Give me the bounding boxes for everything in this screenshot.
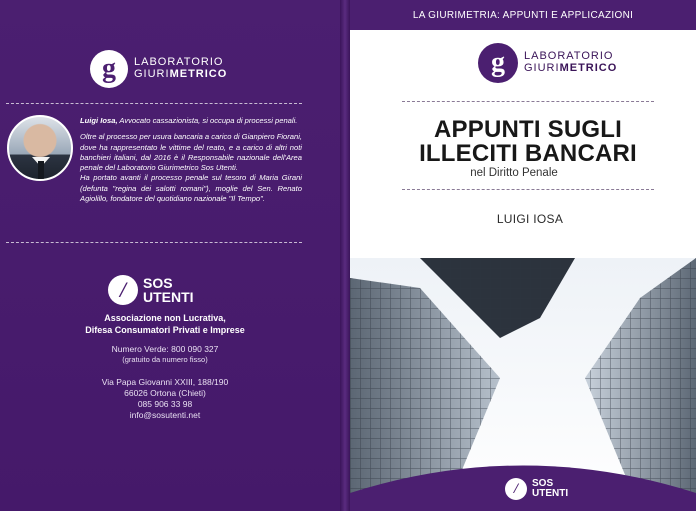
front-cover: [350, 0, 696, 511]
author-bio-paragraph: Oltre al processo per usura bancaria a carico di Gianpiero Fiorani, dove ha rappresentato le vittime del reato, e a carico di altri noti banchieri italiani, dal 2016 è il Responsabile nazionale dell'Area penale del Laboratorio Giurimetrico Sos Utenti.: [80, 132, 303, 172]
publisher-name-line2b: METRICO: [559, 62, 618, 74]
sos-utenti-logo: [505, 478, 568, 500]
sos-utenti-logo: [108, 275, 194, 305]
address-line: 66026 Ortona (Chieti): [124, 387, 206, 398]
divider: [402, 189, 654, 190]
sos-logo-line2: UTENTI: [143, 289, 194, 305]
author-bio-intro: Avvocato cassazionista, si occupa di processi penali.: [117, 116, 298, 125]
book-subtitle: nel Diritto Penale: [470, 167, 558, 179]
publisher-name-line1: LABORATORIO: [134, 56, 224, 69]
sos-utenti-logo-icon: /: [108, 275, 138, 305]
divider: [6, 103, 302, 104]
divider: [402, 101, 654, 102]
author-bio: [80, 116, 302, 204]
publisher-name-line2a: GIURI: [524, 62, 560, 74]
author-photo: [7, 115, 73, 181]
publisher-name-line1: LABORATORIO: [524, 50, 614, 63]
email-address: info@sosutenti.net: [129, 409, 201, 420]
book-spine: [340, 0, 350, 511]
series-title: LA GIURIMETRIA: APPUNTI E APPLICAZIONI: [350, 0, 696, 30]
sos-logo-line1: SOS: [532, 478, 554, 489]
publisher-logo: [478, 43, 617, 83]
publisher-name-line2a: GIURI: [134, 68, 170, 80]
skyscrapers-photo: [350, 258, 696, 511]
author-bio-name: Luigi Iosa,: [80, 116, 118, 125]
contact-info: [60, 344, 270, 421]
toll-free-number: Numero Verde: 800 090 327: [111, 344, 219, 354]
sos-logo-line2: UTENTI: [532, 488, 569, 499]
phone-number: 085 906 33 98: [137, 398, 193, 409]
publisher-logo: [90, 50, 227, 88]
address-line: Via Papa Giovanni XXIII, 188/190: [101, 376, 229, 387]
publisher-name-line2b: METRICO: [169, 68, 228, 80]
toll-free-note: (gratuito da numero fisso): [122, 355, 208, 365]
publisher-logo-icon: g: [90, 50, 128, 88]
publisher-logo-icon: g: [478, 43, 518, 83]
association-description: Associazione non Lucrativa, Difesa Consumatori Privati e Imprese: [85, 313, 245, 336]
divider: [6, 242, 302, 243]
sos-utenti-logo-icon: /: [505, 478, 527, 500]
sos-logo-line1: SOS: [143, 275, 173, 291]
book-author: LUIGI IOSA: [496, 212, 564, 226]
book-title: APPUNTI SUGLI ILLECITI BANCARI: [419, 116, 637, 167]
author-bio-paragraph: Ha portato avanti il processo penale sul tesoro di Maria Girani (defunta "regina dei salotti romani"), moglie del Sen. Renato Agiolillo, fondatore del quotidiano nazionale "Il Tempo".: [80, 173, 302, 203]
